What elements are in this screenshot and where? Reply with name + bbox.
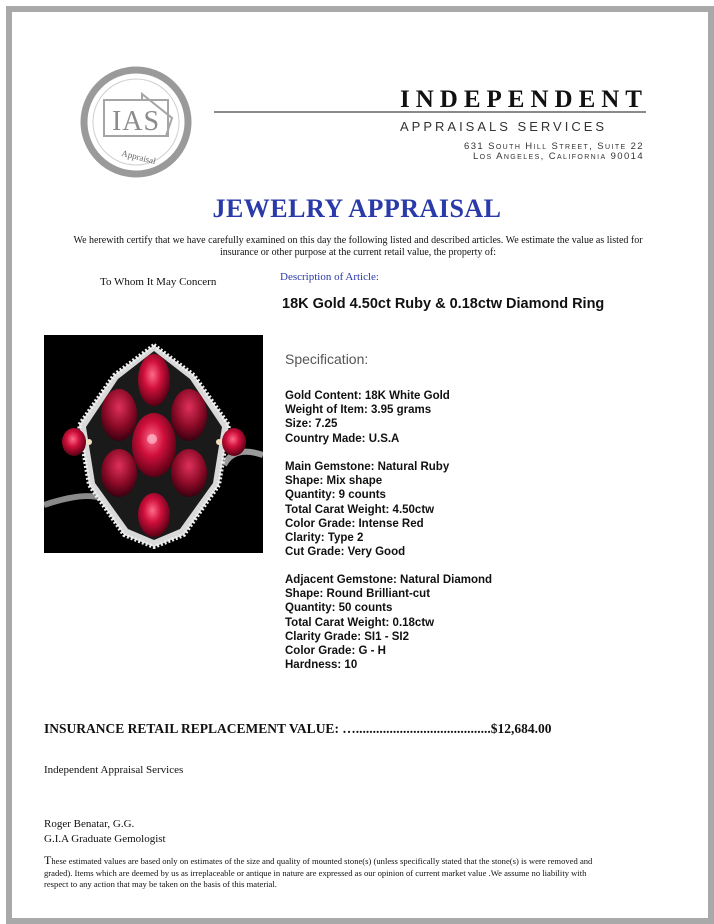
spec-line: Gold Content: 18K White Gold [285,390,450,402]
logo-text: IAS [111,106,161,137]
spec-line: Weight of Item: 3.95 grams [285,404,432,417]
spec-line: Total Carat Weight: 4.50ctw [285,503,435,516]
signer-title: G.I.A Graduate Gemologist [44,833,166,845]
ring-photo [44,335,263,553]
recipient: To Whom It May Concern [100,276,217,288]
spec-line: Color Grade: Intense Red [285,517,424,530]
disclaimer-text: hese estimated values are based only on estimates of the size and quality of mounted stone(s) (unless specifically stated that the stone(s) is were removed and graded). Items which are deemed by us as irreplaceable or antique in nature are expressed as our opinion of current market value .We assume no liability with respect to any action that may be taken on the basis of this material. [44,856,593,889]
spec-line: Total Carat Weight: 0.18ctw [285,616,435,629]
signature-block [44,817,166,847]
address-line-1: 631 South Hill Street, Suite 22 [464,141,644,152]
disclaimer-initial: T [44,853,52,867]
specification-label: Specification: [285,351,369,367]
logo-ring-text: Appraisal [120,148,157,167]
spec-line: Main Gemstone: Natural Ruby [285,461,450,473]
spec-line: Color Grade: G - H [285,645,386,658]
spec-line: Quantity: 9 counts [285,489,386,502]
address-line-2: Los Angeles, California 90014 [473,151,644,162]
spec-line: Size: 7.25 [285,418,338,431]
replacement-value: INSURANCE RETAIL REPLACEMENT VALUE: …........................................$12,684.00 [44,721,552,736]
spec-line: Adjacent Gemstone: Natural Diamond [285,574,493,586]
spec-line: Hardness: 10 [285,659,358,672]
spec-line: Clarity Grade: SI1 - SI2 [285,630,409,643]
ias-logo [80,66,192,178]
footer-company: Independent Appraisal Services [44,764,184,776]
spec-line: Clarity: Type 2 [285,532,364,545]
disclaimer [44,855,604,891]
document-title: JEWELRY APPRAISAL [212,194,502,223]
company-subtitle: APPRAISALS SERVICES [400,119,608,134]
intro-statement: We herewith certify that we have carefully examined on this day the following listed and described articles. We estimate the value as listed for insurance or other purpose at the current retail value, the property of: [73,235,643,258]
main-gemstone-specs [285,460,449,559]
adjacent-gemstone-specs [285,573,492,672]
spec-line: Shape: Round Brilliant-cut [285,588,431,601]
spec-line: Shape: Mix shape [285,475,383,488]
spec-line: Cut Grade: Very Good [285,546,406,559]
article-title: 18K Gold 4.50ct Ruby & 0.18ctw Diamond Ring [282,296,605,312]
company-name: INDEPENDENT [400,86,648,113]
spec-line: Country Made: U.S.A [285,432,400,445]
signer-name: Roger Benatar, G.G. [44,818,135,830]
description-label: Description of Article: [280,271,379,283]
gold-specs [285,389,450,446]
spec-line: Quantity: 50 counts [285,602,393,615]
